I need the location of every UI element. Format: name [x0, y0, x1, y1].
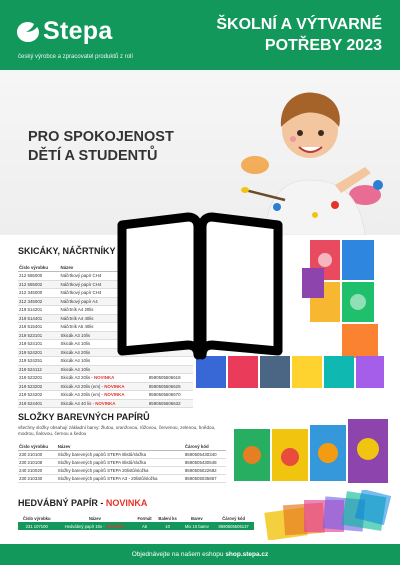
product-code: 219 515401 — [18, 323, 60, 332]
product-name-text: Skicák A4 10lis — [60, 358, 91, 364]
product-code: 212 555002 — [18, 280, 60, 289]
table-row — [18, 391, 193, 400]
product-name: Složky barevných papírů STEPA 8listů/složka — [57, 459, 184, 467]
table-row — [18, 399, 193, 408]
title-line-2: POTŘEBY 2023 — [264, 37, 382, 54]
product-ean: 8590505022682 — [184, 467, 226, 475]
hero-slogan — [28, 128, 174, 166]
novinka-label: NOVINKA — [104, 392, 125, 398]
product-name-text: Skicák A3 20lis (em) - — [60, 383, 104, 389]
table-header-row — [18, 443, 226, 451]
product-name — [60, 374, 148, 383]
product-ean: 8590505506618 — [148, 374, 193, 383]
novinka-badge: NOVINKA — [105, 498, 148, 508]
column-header: Číslo výrobku — [18, 264, 60, 272]
column-header: Formát — [137, 516, 152, 521]
product-name-text: Skicák A3 10lis — [60, 332, 91, 338]
table-header-row — [18, 515, 254, 522]
product-code: 212 345000 — [18, 289, 60, 298]
header-bar — [0, 0, 400, 70]
product-code: 212 345002 — [18, 297, 60, 306]
colored-paper-title — [18, 498, 147, 508]
folders-title: SLOŽKY BAREVNÝCH PAPÍRŮ — [18, 412, 150, 422]
column-header: Název — [57, 443, 184, 451]
product-name-text: Skicák A4 20lis — [60, 349, 91, 355]
product-ean: 8590505506632 — [148, 399, 193, 408]
table-row — [18, 451, 226, 459]
table-row — [18, 522, 254, 530]
brand-tagline: český výrobce a zpracovatel produktů z rolí — [18, 54, 134, 60]
product-code: 240 210020 — [18, 467, 57, 475]
column-header: Balení ks — [158, 516, 177, 521]
product-code: 219 523202 — [18, 382, 60, 391]
product-name — [55, 522, 134, 530]
table-row — [18, 459, 226, 467]
product-code: 212 555000 — [18, 272, 60, 281]
sketchbooks-title: SKICÁKY, NÁČRTNÍKY — [18, 246, 116, 256]
folders-table — [18, 443, 226, 483]
product-code: 219 523201 — [18, 374, 60, 383]
column-header: Čárový kód — [184, 443, 226, 451]
novinka-label: NOVINKA — [105, 523, 126, 529]
product-ean: 8590505430340 — [184, 451, 226, 459]
product-code: 219 523101 — [18, 331, 60, 340]
product-name-text: Náčrtník A4 40lis — [60, 315, 94, 321]
product-name-text: Skicák A4 10lis — [60, 366, 91, 372]
stepa-logo — [16, 17, 113, 46]
product-name: Složky barevných papírů STEPA 8listů/složka — [57, 451, 184, 459]
folder-covers-image — [232, 415, 392, 487]
product-code: 219 524401 — [18, 399, 60, 408]
product-code: 231 107100 — [18, 522, 55, 530]
column-header: Číslo výrobku — [22, 516, 51, 521]
product-code: 219 524202 — [18, 391, 60, 400]
product-code: 219 524101 — [18, 340, 60, 349]
product-code: 219 524201 — [18, 348, 60, 357]
product-code: 219 524251 — [18, 357, 60, 366]
product-code: 230 210330 — [18, 475, 57, 483]
product-code: 219 524112 — [18, 365, 60, 374]
product-name-text: Náčrtkový papír CH4 — [60, 290, 102, 296]
product-name-text: Náčrtkový papír A4 — [60, 298, 98, 304]
product-code: 219 514201 — [18, 306, 60, 315]
product-ean: 8590505035857 — [184, 475, 226, 483]
novinka-label: NOVINKA — [94, 375, 115, 381]
document-title — [182, 14, 382, 56]
table-row — [18, 365, 193, 374]
product-code: 219 514401 — [18, 314, 60, 323]
product-name-text: Hedvábný papír 10x - — [64, 523, 105, 529]
product-name-text: Skicák A4 10lis — [60, 341, 91, 347]
product-name-text: Skicák A3 20lis - — [60, 375, 93, 381]
novinka-label: NOVINKA — [104, 383, 125, 389]
product-ean: 8590505430548 — [184, 459, 226, 467]
open-book-icon — [110, 205, 290, 365]
table-row — [18, 467, 226, 475]
colored-paper-title-text: HEDVÁBNÝ PAPÍR - — [18, 498, 104, 508]
product-name-text: Náčrtkový papír CH4 — [60, 273, 102, 279]
product-name: Složky barevných papírů STEPA A3 - 20listů/složka — [57, 475, 184, 483]
product-ean — [148, 365, 193, 374]
footer-text: Objednávejte na našem eshopu — [131, 551, 224, 558]
product-colors: Mix 10 barev — [180, 522, 213, 530]
footer-bar — [0, 544, 400, 565]
product-ean: 8590505506625 — [148, 382, 193, 391]
product-ean: 8590505506670 — [148, 391, 193, 400]
table-row — [18, 475, 226, 483]
product-name — [60, 391, 148, 400]
table-row — [18, 374, 193, 383]
product-name-text: Náčrtník A4 20lis — [60, 307, 94, 313]
product-name-text: Skicák A4 20lis (em) - — [60, 392, 104, 398]
column-header: Barev — [191, 516, 203, 521]
product-name — [60, 365, 148, 374]
product-format: A5 — [134, 522, 154, 530]
product-ean: 8590505506137 — [213, 522, 254, 530]
colored-paper-table — [18, 515, 254, 530]
novinka-label: NOVINKA — [95, 400, 116, 406]
title-line-1: ŠKOLNÍ A VÝTVARNÉ — [216, 16, 382, 33]
product-pack: 10 — [155, 522, 181, 530]
column-header: Název — [88, 516, 101, 521]
column-header: Název — [60, 264, 148, 272]
product-name — [60, 382, 148, 391]
product-name: Složky barevných papírů STEPA 20listů/složka — [57, 467, 184, 475]
column-header: Čárový kód — [222, 516, 246, 521]
tissue-paper-image — [262, 490, 392, 540]
table-row — [18, 382, 193, 391]
product-name-text: Skicák A4 40 lis - — [60, 400, 94, 406]
column-header: Číslo výrobku — [18, 443, 57, 451]
product-name — [60, 399, 148, 408]
slogan-line-1: PRO SPOKOJENOST — [28, 129, 174, 145]
folders-description: všechny složky obsahují základní barvy: žlutou, oranžovou, růžovou, červenou, zelenou, hnědou, modrou, fialovou, černou a šedou — [18, 425, 216, 436]
slogan-line-2: DĚTÍ A STUDENTŮ — [28, 148, 158, 164]
product-code: 230 210108 — [18, 459, 57, 467]
brand-name: Stepa — [43, 17, 113, 45]
product-name-text: Náčrtník A5 40lis — [60, 324, 94, 330]
product-code: 230 210100 — [18, 451, 57, 459]
leaf-logo-icon — [16, 21, 40, 43]
eshop-link[interactable]: shop.stepa.cz — [225, 551, 269, 558]
product-name-text: Náčrtkový papír CH4 — [60, 281, 102, 287]
